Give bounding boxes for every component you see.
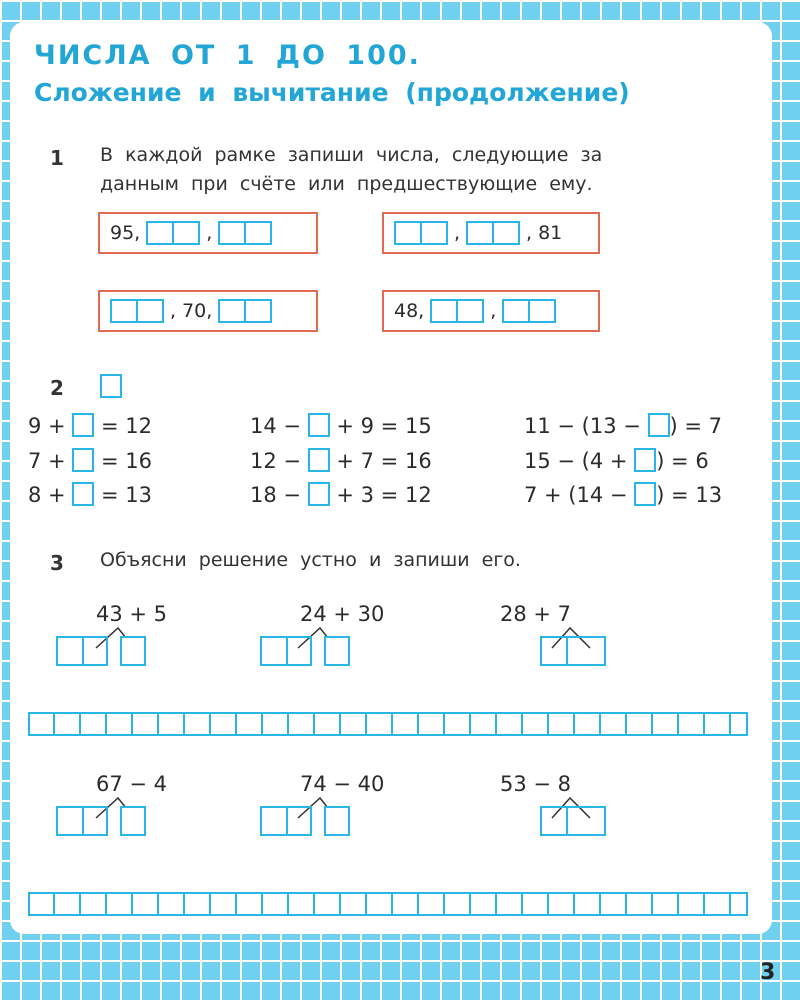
equation: 7 + (14 − ) = 13 xyxy=(524,483,723,507)
answer-box[interactable] xyxy=(120,806,146,836)
number-frame-3: , 70, xyxy=(98,290,318,332)
page-subtitle: Сложение и вычитание (продолжение) xyxy=(34,78,630,107)
task-1-text-line1: В каждой рамке запиши числа, следующие за xyxy=(100,144,603,166)
expression: 43 + 5 xyxy=(96,602,168,626)
expression: 74 − 40 xyxy=(300,772,385,796)
task-3-number: 3 xyxy=(50,551,64,575)
page-title: ЧИСЛА ОТ 1 ДО 100. xyxy=(34,40,421,71)
answer-writing-row[interactable] xyxy=(28,892,748,916)
equation: 12 − + 7 = 16 xyxy=(250,449,432,473)
frame-given-number: 81 xyxy=(538,222,563,244)
equation: 11 − (13 − ) = 7 xyxy=(524,414,723,438)
answer-box-pair[interactable] xyxy=(260,806,312,836)
task-3-text: Объясни решение устно и запиши его. xyxy=(100,549,521,571)
answer-box[interactable] xyxy=(324,806,350,836)
frame-given-number: 48, xyxy=(394,300,425,322)
number-frame-4: 48, , xyxy=(382,290,600,332)
frame-given-number: 70, xyxy=(182,300,213,322)
task-2-number: 2 xyxy=(50,376,64,400)
task-1-number: 1 xyxy=(50,146,64,170)
answer-box-pair[interactable] xyxy=(540,806,606,836)
page-number: 3 xyxy=(760,960,776,985)
expression: 67 − 4 xyxy=(96,772,168,796)
number-frame-1: 95, , xyxy=(98,212,318,254)
expression: 28 + 7 xyxy=(500,602,572,626)
answer-box[interactable] xyxy=(120,636,146,666)
answer-box-pair[interactable] xyxy=(540,636,606,666)
answer-box[interactable] xyxy=(324,636,350,666)
equation: 8 + = 13 xyxy=(28,483,153,507)
equation: 9 + = 12 xyxy=(28,414,153,438)
answer-box-pair[interactable] xyxy=(56,806,108,836)
expression: 53 − 8 xyxy=(500,772,572,796)
task-1-text-line2: данным при счёте или предшествующие ему. xyxy=(100,173,593,195)
expression: 24 + 30 xyxy=(300,602,385,626)
answer-writing-row[interactable] xyxy=(28,712,748,736)
equation: 15 − (4 + ) = 6 xyxy=(524,449,709,473)
equation: 7 + = 16 xyxy=(28,449,153,473)
equation: 18 − + 3 = 12 xyxy=(250,483,432,507)
answer-box-pair[interactable] xyxy=(260,636,312,666)
frame-given-number: 95, xyxy=(110,222,141,244)
number-frame-2: , , 81 xyxy=(382,212,600,254)
answer-box-pair[interactable] xyxy=(56,636,108,666)
equation: 14 − + 9 = 15 xyxy=(250,414,432,438)
